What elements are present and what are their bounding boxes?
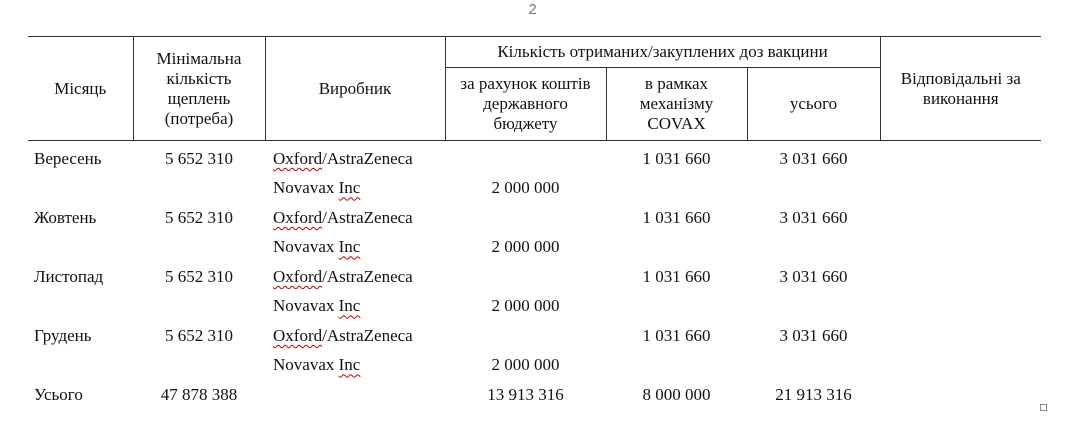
- totals-row: [28, 380, 1041, 410]
- spellcheck-word: Inc: [338, 296, 361, 316]
- state-budget-cell: 2 000 000: [491, 296, 560, 316]
- spellcheck-word: Oxford: [273, 325, 323, 345]
- responsible-cell: [880, 321, 1041, 351]
- table-row: [28, 233, 1041, 263]
- state-budget-cell: [445, 203, 606, 233]
- header-state-budget: за рахунок коштів державного бюджету: [445, 68, 606, 141]
- state-budget-cell: [445, 321, 606, 351]
- table-row: [28, 203, 1041, 233]
- table-row: [28, 321, 1041, 351]
- responsible-cell: [880, 262, 1041, 292]
- manufacturer-cell: [265, 174, 445, 204]
- manufacturer-name-rest: /AstraZeneca: [322, 148, 413, 168]
- totals-label: Усього: [34, 384, 83, 404]
- manufacturer-cell: [265, 321, 445, 351]
- totals-min-vaccinations: 47 878 388: [160, 384, 238, 404]
- total-cell: 3 031 660: [779, 148, 848, 168]
- state-budget-cell: 2 000 000: [491, 355, 560, 375]
- state-budget-cell: [445, 262, 606, 292]
- totals-state-budget: 13 913 316: [487, 384, 564, 404]
- header-covax: в рамках механізму COVAX: [606, 68, 747, 141]
- manufacturer-cell: [265, 233, 445, 263]
- month-cell: Вересень: [34, 148, 102, 168]
- spellcheck-word: Inc: [338, 178, 361, 198]
- manufacturer-name-rest: /AstraZeneca: [322, 207, 413, 227]
- table-row: [28, 141, 1041, 174]
- header-min-vaccinations: Мінімальна кількість щеплень (потреба): [133, 37, 265, 141]
- manufacturer-cell: [265, 351, 445, 381]
- manufacturer-cell: [265, 262, 445, 292]
- manufacturer-name: Novavax: [273, 355, 335, 375]
- responsible-cell: [880, 141, 1041, 174]
- totals-covax: 8 000 000: [642, 384, 711, 404]
- min-vaccinations-cell: 5 652 310: [165, 325, 233, 345]
- manufacturer-name: Novavax: [273, 178, 335, 198]
- spellcheck-word: Oxford: [273, 148, 323, 168]
- table-row: [28, 174, 1041, 204]
- manufacturer-cell: [265, 292, 445, 322]
- manufacturer-name-rest: /AstraZeneca: [322, 266, 413, 286]
- spellcheck-word: Inc: [338, 355, 361, 375]
- covax-cell: 1 031 660: [642, 148, 711, 168]
- covax-cell: 1 031 660: [642, 325, 711, 345]
- table-end-marker: [1040, 404, 1047, 411]
- state-budget-cell: 2 000 000: [491, 237, 560, 257]
- header-total: усього: [747, 68, 880, 141]
- spellcheck-word: Oxford: [273, 207, 323, 227]
- table-row: [28, 351, 1041, 381]
- total-cell: 3 031 660: [779, 266, 848, 286]
- month-cell: Жовтень: [34, 207, 97, 227]
- table-row: [28, 292, 1041, 322]
- min-vaccinations-cell: 5 652 310: [165, 266, 233, 286]
- table-row: [28, 262, 1041, 292]
- spellcheck-word: Inc: [338, 237, 361, 257]
- header-month: Місяць: [28, 37, 133, 141]
- totals-total: 21 913 316: [775, 384, 852, 404]
- header-doses-group: Кількість отриманих/закуплених доз вакцини: [445, 37, 880, 68]
- covax-cell: 1 031 660: [642, 266, 711, 286]
- manufacturer-cell: [265, 141, 445, 174]
- manufacturer-name: Novavax: [273, 237, 335, 257]
- responsible-cell: [880, 203, 1041, 233]
- header-responsible: Відповідальні за виконання: [880, 37, 1041, 141]
- min-vaccinations-cell: 5 652 310: [165, 148, 233, 168]
- covax-cell: 1 031 660: [642, 207, 711, 227]
- page-number: 2: [528, 1, 537, 18]
- header-manufacturer: Виробник: [265, 37, 445, 141]
- month-cell: Листопад: [34, 266, 104, 286]
- total-cell: 3 031 660: [779, 207, 848, 227]
- spellcheck-word: Oxford: [273, 266, 323, 286]
- manufacturer-cell: [265, 203, 445, 233]
- min-vaccinations-cell: 5 652 310: [165, 207, 233, 227]
- vaccine-doses-table: [28, 36, 1041, 410]
- month-cell: Грудень: [34, 325, 92, 345]
- manufacturer-name: Novavax: [273, 296, 335, 316]
- manufacturer-name-rest: /AstraZeneca: [322, 325, 413, 345]
- state-budget-cell: [445, 141, 606, 174]
- total-cell: 3 031 660: [779, 325, 848, 345]
- state-budget-cell: 2 000 000: [491, 178, 560, 198]
